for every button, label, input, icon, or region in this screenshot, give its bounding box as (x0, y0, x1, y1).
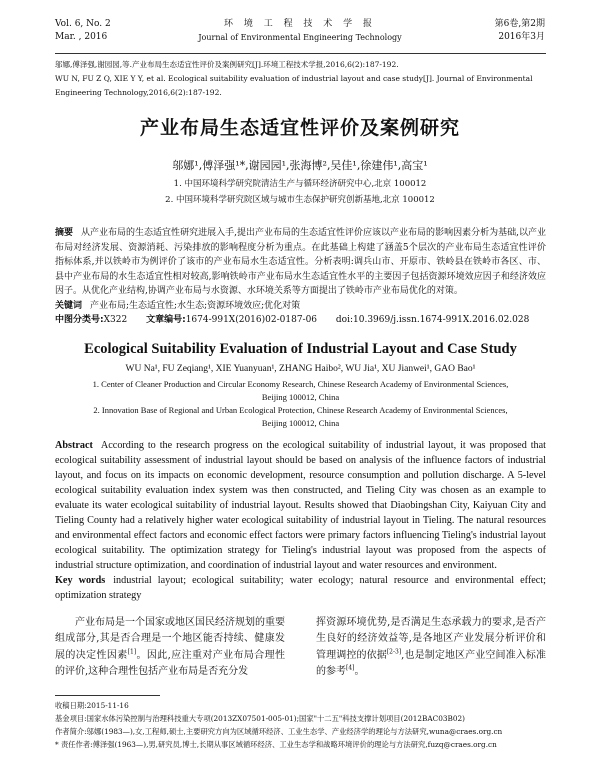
clc-label: 中图分类号: (55, 315, 104, 325)
footnote-funding: 基金项目:国家水体污染控制与治理科技重大专项(2013ZX07501-005-01);国家"十二五"科技支撑计划项目(2012BAC03B02) (55, 713, 466, 723)
affiliation-en-1: 1. Center of Cleaner Production and Circular Economy Research, Chinese Research Academy of Environmental Sciences, (92, 378, 509, 389)
volume-info-cn (495, 18, 545, 44)
body-column-left (55, 615, 285, 681)
keywords-en-text: industrial layout; ecological suitability; water ecology; natural resource and environmental effect; optimization strategy (55, 574, 546, 601)
body-text: ,也是制定地区产业空间准入标准的参考 (316, 649, 546, 677)
reference-marker: [2-3] (386, 648, 402, 656)
body-column-right (316, 615, 546, 681)
body-text: 产业布局是一个国家或地区国民经济规划的重要组成部分,其是否合理是一个地区能否持续、健康发展的决定性因素 (55, 616, 285, 661)
volume-cn: 第6卷,第2期 (494, 19, 545, 29)
volume-info-en (55, 18, 111, 44)
journal-name (160, 18, 440, 44)
body-columns (55, 615, 546, 681)
citation-en: WU N, FU Z Q, XIE Y Y, et al. Ecological suitability evaluation of industrial layout and case study[J]. Journal of Environmental Engineering Technology,2016,6(2):187-192. (55, 74, 533, 97)
abstract-cn (55, 226, 546, 299)
abstract-en-text: According to the research progress on the ecological suitability of industrial layout, it was proposed that ecological suitability assessment of industrial layout should be based on analysis of the influence factors of industrial layout, and focus on its impacts on economic development, resource consumption and pollution discharge. A 5-level ecological suitability evaluation index system was then constructed, and Tieling City was chosen as an example to evaluate its water ecological suitability of industrial layout. Results showed that Diaobingshan City, Kaiyuan City and Tieling County had a relatively higher water ecological suitability of industrial layout in Tieling. The natural resources and environmental effect factors and economic effect factors were primary factors influencing Tieling's industrial layout ecological suitability. The optimization strategy for Tieling's industrial layout was proposed from the aspects of industrial structure optimization, and coordination of industrial layout and water resources and environment. (55, 439, 546, 571)
affiliations-en (55, 378, 546, 430)
journal-cn: 环 境 工 程 技 术 学 报 (223, 19, 377, 29)
citation (55, 58, 546, 100)
footnote-author: 作者简介:邬娜(1983—),女,工程师,硕士,主要研究方向为区域循环经济、工业生态学、产业经济学的理论与方法研究,wuna@craes.org.cn (55, 726, 503, 736)
keywords-en (55, 573, 546, 603)
date-en: Mar. , 2016 (55, 32, 108, 42)
affiliation-en-2-city: Beijing 100012, China (261, 417, 340, 428)
keywords-cn (55, 299, 546, 314)
classification-info (55, 313, 546, 328)
authors-en: WU Na¹, FU Zeqiang¹, XIE Yuanyuan¹, ZHANG Haibo², WU Jia¹, XU Jianwei¹, GAO Bao¹ (125, 363, 476, 374)
affiliation-cn-2: 2. 中国环境科学研究院区域与城市生态保护研究创新基地,北京 100012 (165, 195, 435, 205)
doi-label: doi: (335, 315, 354, 325)
affiliation-en-2: 2. Innovation Base of Regional and Urban Ecological Protection, Chinese Research Academy of Environmental Sciences, (93, 404, 508, 415)
doi-value: 10.3969/j.issn.1674-991X.2016.02.028 (353, 315, 530, 325)
footnote-corresponding: * 责任作者:傅泽强(1963—),男,研究员,博士,长期从事区域循环经济、工业生态学和战略环境评价的理论与方法研究,fuzq@craes.org.cn (55, 739, 497, 749)
clc-value: X322 (103, 315, 128, 325)
abstract-cn-label: 摘要 (55, 228, 74, 238)
affiliation-en-1-city: Beijing 100012, China (261, 391, 340, 402)
abstract-en-label: Abstract (55, 439, 93, 451)
citation-cn: 邬娜,傅泽强,谢园园,等.产业布局生态适宜性评价及案例研究[J].环境工程技术学报,2016,6(2):187-192. (55, 60, 399, 69)
keywords-en-label: Key words (55, 574, 106, 586)
main-content (55, 226, 546, 761)
affiliations-cn (0, 176, 600, 208)
article-no-value: 1674-991X(2016)02-0187-06 (185, 315, 318, 325)
footnote-rule (55, 695, 160, 696)
reference-marker: [1] (127, 648, 137, 656)
journal-en: Journal of Environmental Engineering Technology (198, 33, 402, 42)
body-text: 。 (354, 666, 365, 677)
title-cn: 产业布局生态适宜性评价及案例研究 (139, 117, 460, 139)
volume-en: Vol. 6, No. 2 (55, 19, 111, 29)
date-cn: 2016年3月 (498, 32, 545, 42)
body-text: 。因此,应注重对产业布局合理性的评价,这种合理性包括产业布局是否充分发 (55, 649, 286, 677)
footnote-received: 收稿日期:2015-11-16 (55, 700, 129, 710)
authors-cn: 邬娜¹,傅泽强¹*,谢园园¹,张海博²,吴佳¹,徐建伟¹,高宝¹ (172, 159, 428, 172)
keywords-cn-text: 产业布局;生态适宜性;水生态;资源环境效应;优化对策 (90, 300, 301, 311)
abstract-cn-text: 从产业布局的生态适宜性研究进展入手,提出产业布局的生态适宜性评价应该以产业布局的影响因素分析为基础,以产业布局对经济发展、资源消耗、污染排放的影响程度分析为重点。在此基础上构建了涵盖5个层次的产业布局生态适宜性评价指标体系,并以铁岭市为例评价了该市的产业布局水生态适宜性。分析表明:调兵山市、开原市、铁岭县在铁岭市各区、市、县中产业布局的水生态适宜性相对较高,影响铁岭市产业布局水生态适宜性水平的主要因子包括资源环境效应因子和经济效应因子。从优化产业结构,协调产业布局与水资源、水环境关系等方面提出了铁岭市产业布局优化的对策。 (55, 228, 546, 296)
footnotes (55, 699, 546, 751)
header-rule (55, 53, 546, 54)
title-en: Ecological Suitability Evaluation of Industrial Layout and Case Study (84, 340, 517, 357)
article-no-label: 文章编号: (146, 315, 186, 325)
affiliation-cn-1: 1. 中国环境科学研究院清洁生产与循环经济研究中心,北京 100012 (173, 179, 427, 189)
reference-marker: [4] (346, 664, 355, 672)
abstract-en (55, 438, 546, 603)
keywords-cn-label: 关键词 (55, 300, 83, 311)
body-text: 挥资源环境优势,是否满足生态承载力的要求,是否产生良好的经济效益等,是各地区产业发展分析评价和管理调控的依据 (316, 616, 546, 661)
